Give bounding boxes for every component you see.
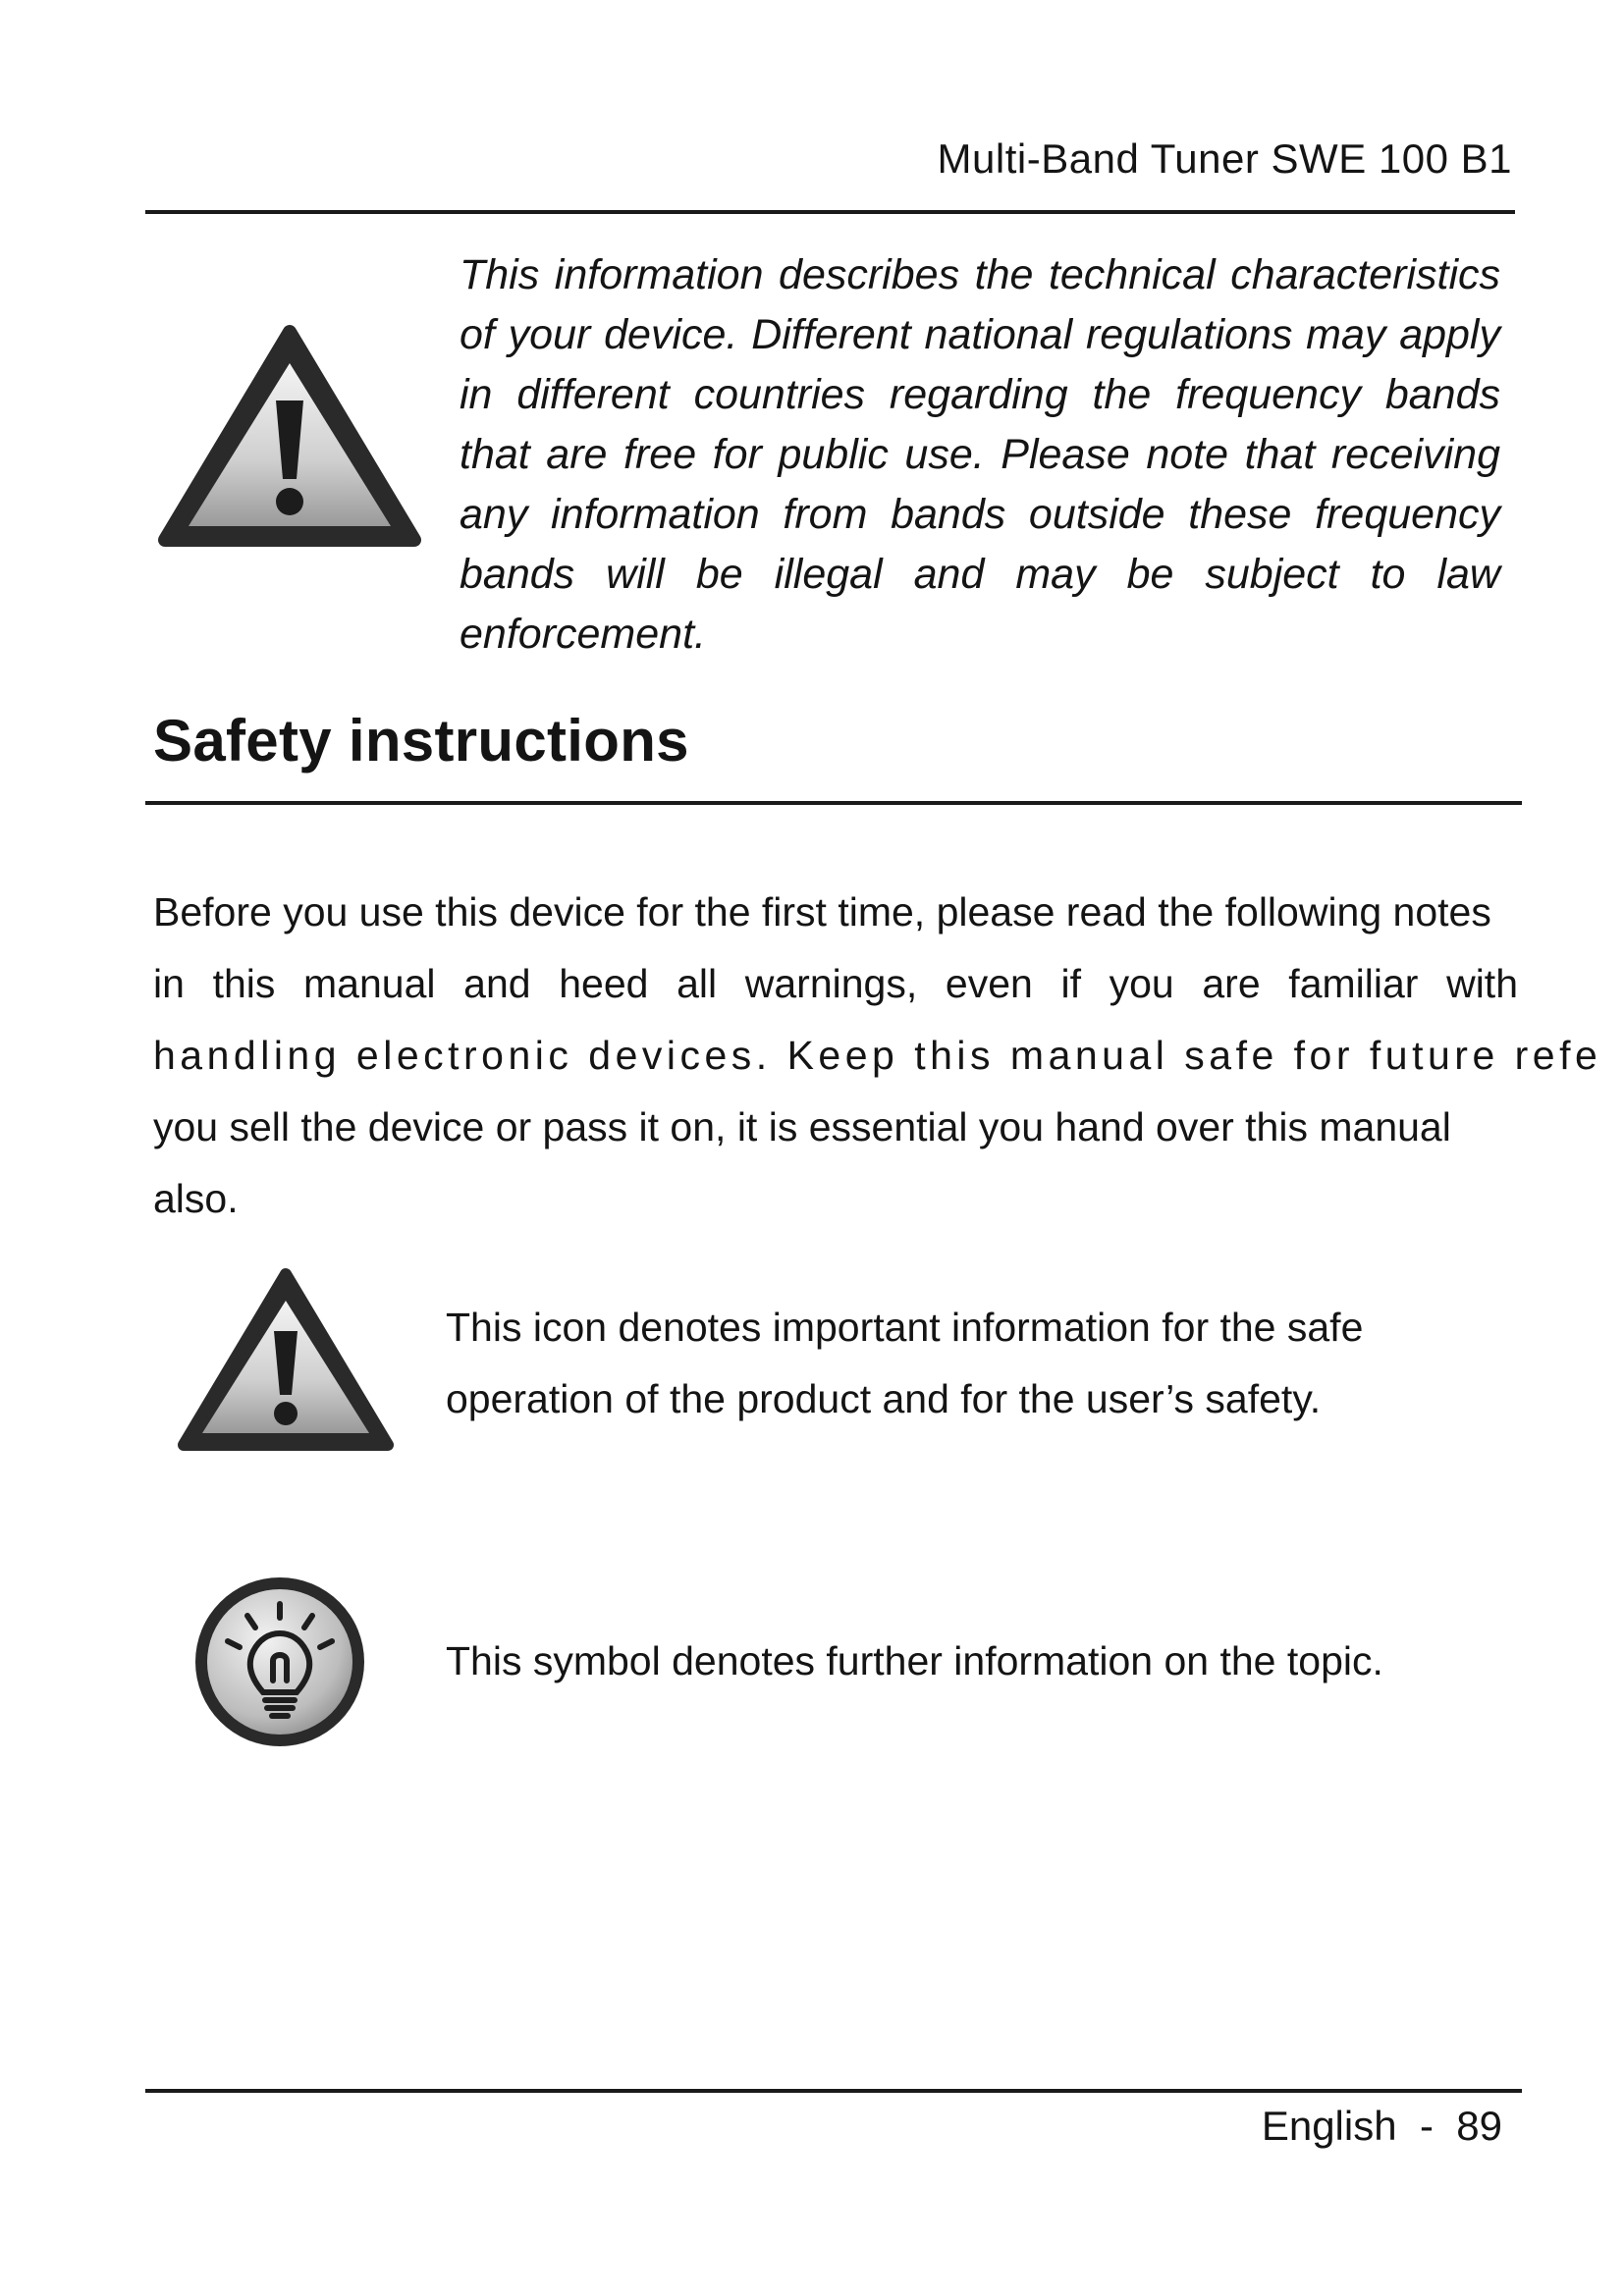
header-title: Multi-Band Tuner SWE 100 B1 <box>937 135 1512 182</box>
lightbulb-icon <box>189 1571 371 1753</box>
regulatory-note: This information describes the technical characteristics of your device. Different national regulations may apply in different countries regarding the frequency bands that are free for public use. Please note that receiving any information from bands outside these frequency bands will be illegal and may be subject to law enforcement. <box>460 251 1500 658</box>
footer-separator: - <box>1419 2103 1434 2149</box>
warning-triangle-icon <box>177 1266 395 1453</box>
header-divider <box>145 210 1515 214</box>
section-heading: Safety instructions <box>153 708 689 774</box>
legend-warning-text <box>446 1292 1467 1435</box>
footer-language: English <box>1261 2103 1397 2149</box>
intro-line: handling electronic devices. Keep this manual safe for future refe <box>153 1033 1602 1078</box>
legend-info-text: This symbol denotes further information on the topic. <box>446 1638 1383 1683</box>
page-footer <box>884 2097 1502 2156</box>
page-number: 89 <box>1456 2103 1502 2149</box>
intro-line: you sell the device or pass it on, it is essential you hand over this manual <box>153 1104 1451 1149</box>
legend-warning-line: operation of the product and for the user’s safety. <box>446 1376 1322 1421</box>
warning-triangle-icon <box>157 322 422 550</box>
intro-line: also. <box>153 1176 239 1221</box>
heading-divider <box>145 801 1522 805</box>
footer-divider <box>145 2089 1522 2093</box>
intro-line: Before you use this device for the first time, please read the following notes <box>153 889 1491 934</box>
intro-paragraph <box>153 877 1602 1235</box>
legend-warning-line: This icon denotes important information for the safe <box>446 1305 1364 1350</box>
intro-line: in this manual and heed all warnings, even if you are familiar with <box>153 961 1518 1006</box>
